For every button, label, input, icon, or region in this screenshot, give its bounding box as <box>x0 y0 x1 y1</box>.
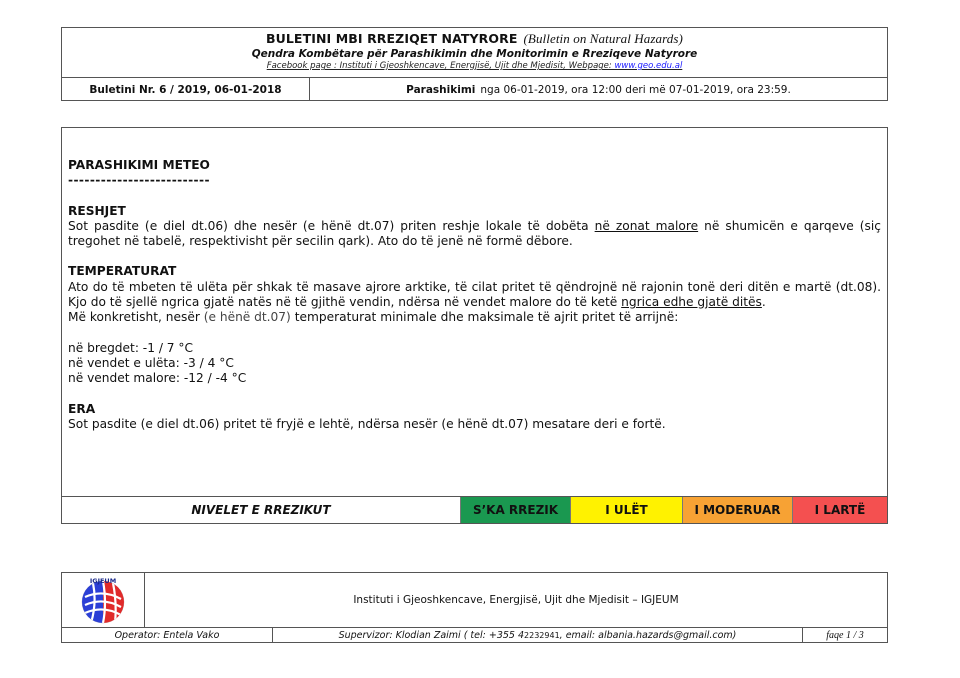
reshjet-underlined: në zonat malore <box>594 218 699 233</box>
bulletin-title <box>62 31 887 47</box>
supervisor-phone: 2232941 <box>524 631 560 640</box>
risk-level-none: S’KA RREZIK <box>460 497 570 523</box>
temp-line2-dim: (e hënë dt.07) <box>203 310 291 325</box>
temp-line2-a: Më konkretisht, nesër <box>68 310 204 325</box>
temp-value-mountains: në vendet malore: -12 / -4 °C <box>68 371 247 386</box>
temperaturat-text <box>68 280 881 311</box>
reshjet-text-a: Sot pasdite (e diel dt.06) dhe nesër (e hënë dt.07) priten reshje lokale të dobëta <box>68 218 595 233</box>
operator: Operator: Entela Vako <box>62 628 273 643</box>
globe-logo-icon <box>75 575 131 625</box>
temp-value-lowlands: në vendet e ulëta: -3 / 4 °C <box>68 355 234 370</box>
institute-name: Instituti i Gjeoshkencave, Energjisë, Ujit dhe Mjedisit – IGJEUM <box>353 594 679 606</box>
forecast-body <box>61 127 888 524</box>
forecast-period-cell <box>310 78 887 101</box>
header-title-block <box>62 28 887 78</box>
bulletin-number: Buletini Nr. 6 / 2019, 06-01-2018 <box>62 78 310 101</box>
temperaturat-line2 <box>68 310 881 325</box>
forecast-period: nga 06-01-2019, ora 12:00 deri më 07-01-2019, ora 23:59. <box>480 83 791 96</box>
bulletin-header <box>61 27 888 101</box>
risk-levels-label: NIVELET E RREZIKUT <box>191 503 331 517</box>
era-heading: ERA <box>68 401 96 416</box>
reshjet-text-b: në shumicën e qarqeve (siç tregohet në tabelë, respektivisht për secilin qark). Ato do të jenë në formë dëbore. <box>68 218 881 249</box>
header-info-row <box>62 78 887 101</box>
risk-level-low: I ULËT <box>570 497 682 523</box>
supervisor-text: Supervizor: Klodian Zaimi ( tel: +355 4 <box>338 630 525 641</box>
section-title: PARASHIKIMI METEO <box>68 158 210 172</box>
svg-text:IGJEUM: IGJEUM <box>89 577 117 585</box>
bulletin-footer <box>61 572 888 643</box>
section-divider: -------------------------- <box>68 173 210 188</box>
page-number: faqe 1 / 3 <box>826 630 864 641</box>
supervisor-contact <box>273 628 803 643</box>
center-name: Qendra Kombëtare për Parashikimin dhe Monitorimin e Rreziqeve Natyrore <box>251 48 698 60</box>
temp-text-a: Ato do të mbeten të ulëta për shkak të masave ajrore arktike, të cilat pritet të qëndrojnë në rajonin tonë deri ditën e martë (dt.08). Kjo do të sjellë ngrica gjatë natës në të gjithë vendin, ndërsa në vendet malore do të ketë <box>68 279 881 310</box>
temperaturat-heading: TEMPERATURAT <box>68 264 177 279</box>
facebook-text: Facebook page : Instituti i Gjeoshkencave, Energjisë, Ujit dhe Mjedisit, Webpage: <box>266 61 615 71</box>
webpage-link[interactable]: www.geo.edu.al <box>614 61 683 71</box>
forecast-label: Parashikimi <box>406 83 476 96</box>
temp-line2-b: temperaturat minimale dhe maksimale të ajrit pritet të arrijnë: <box>290 310 679 325</box>
era-text: Sot pasdite (e diel dt.06) pritet të fryjë e lehtë, ndërsa nesër (e hënë dt.07) mesatare deri e fortë. <box>68 416 666 431</box>
igjeum-logo <box>62 573 145 627</box>
supervisor-email: , email: albania.hazards@gmail.com) <box>559 630 737 641</box>
risk-level-moderate: I MODERUAR <box>682 497 792 523</box>
title-subtitle: (Bulletin on Natural Hazards) <box>523 31 683 46</box>
temp-text-b: . <box>761 295 766 310</box>
title-text: BULETINI MBI RREZIQET NATYRORE <box>265 31 518 46</box>
temp-value-coast: në bregdet: -1 / 7 °C <box>68 340 194 355</box>
risk-levels-bar <box>62 496 887 523</box>
temp-underlined: ngrica edhe gjatë ditës <box>621 295 762 310</box>
risk-level-high: I LARTË <box>792 497 887 523</box>
reshjet-text <box>68 219 881 250</box>
facebook-line <box>62 61 887 71</box>
reshjet-heading: RESHJET <box>68 203 126 218</box>
